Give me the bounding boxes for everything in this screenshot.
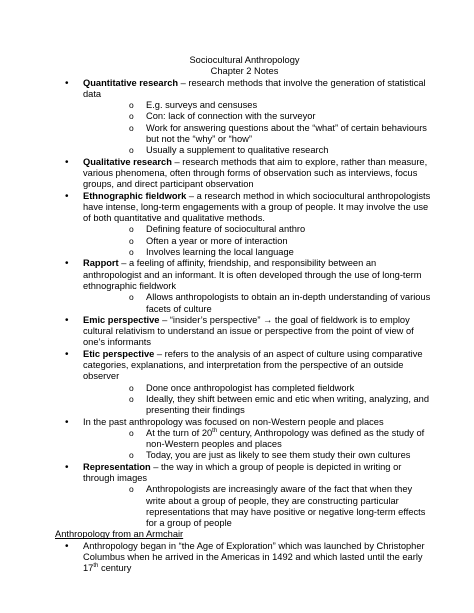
- list-item: o Defining feature of sociocultural anthro: [83, 224, 434, 235]
- term-emic: Emic perspective: [83, 314, 160, 325]
- list-item: o Ideally, they shift between emic and etic when writing, analyzing, and presenting their findings: [83, 394, 434, 417]
- past-sub1-pre: At the turn of 20: [146, 427, 213, 438]
- section-heading-armchair: Anthropology from an Armchair: [55, 529, 184, 540]
- list-item: o Allows anthropologists to obtain an in-depth understanding of various facets of culture: [83, 292, 434, 315]
- armchair-list: [55, 541, 434, 575]
- list-item: o Often a year or more of interaction: [83, 236, 434, 247]
- definition-quantitative: – research methods that involve the generation of statistical data: [83, 77, 426, 99]
- term-representation: Representation: [83, 461, 151, 472]
- list-item: o Anthropologists are increasingly aware of the fact that when they write about a group of people, they are constructing particular representations that may have positive or negative long-term effects for a group of people: [83, 484, 434, 529]
- armchair-post: century: [98, 563, 132, 574]
- list-item-quantitative: [55, 78, 434, 157]
- list-item: o Con: lack of connection with the surveyor: [83, 111, 434, 122]
- document-subtitle: Chapter 2 Notes: [210, 66, 279, 77]
- definition-emic: – “insider’s perspective” → the goal of fieldwork is to employ cultural relativism to understand an issue or perspective from the point of view of one’s informants: [83, 314, 414, 348]
- list-item-rapport: [55, 258, 434, 314]
- term-quantitative: Quantitative research: [83, 77, 179, 88]
- list-item-qualitative: [55, 157, 434, 191]
- term-qualitative: Qualitative research: [83, 156, 172, 167]
- sublist-rapport: [83, 292, 434, 315]
- past-sub1-post: century, Anthropology was defined as the study of non-Western peoples and places: [146, 427, 425, 450]
- term-rapport: Rapport: [83, 258, 119, 269]
- list-item: o Work for answering questions about the “what” of certain behaviours but not the “why” or “how”: [83, 123, 434, 146]
- list-item: o Usually a supplement to qualitative research: [83, 145, 434, 156]
- sublist-quantitative: [83, 100, 434, 156]
- list-item-armchair: [55, 541, 434, 575]
- list-item: o Involves learning the local language: [83, 247, 434, 258]
- superscript: th: [93, 563, 99, 570]
- notes-list: [55, 78, 434, 530]
- list-item-emic: [55, 315, 434, 349]
- past-text: In the past anthropology was focused on non-Western people and places: [83, 416, 384, 427]
- list-item-representation: [55, 462, 434, 530]
- list-item: o E.g. surveys and censuses: [83, 100, 434, 111]
- list-item: o Done once anthropologist has completed fieldwork: [83, 383, 434, 394]
- document-title: Sociocultural Anthropology: [189, 55, 300, 65]
- list-item-past: [55, 417, 434, 462]
- term-ethnographic: Ethnographic fieldwork: [83, 190, 187, 201]
- list-item-etic: [55, 349, 434, 417]
- term-etic: Etic perspective: [83, 348, 155, 359]
- armchair-pre: Anthropology began in “the Age of Exploration” which was launched by Christopher Columbus when he arrived in the Americas in 1492 and which lasted until the early 17: [83, 540, 425, 574]
- sublist-representation: [83, 484, 434, 529]
- sublist-past: [83, 428, 434, 462]
- sublist-etic: [83, 383, 434, 417]
- definition-etic: – refers to the analysis of an aspect of culture using comparative categories, explanations, and interpretation from the perspective of an outside observer: [83, 348, 423, 382]
- list-item: [83, 428, 434, 451]
- list-item-ethnographic: [55, 191, 434, 259]
- definition-ethnographic: – a research method in which sociocultural anthropologists have intense, long-term engagements with a group of people. It may involve the use of both quantitative and qualitative methods.: [83, 190, 431, 224]
- superscript: th: [212, 427, 218, 434]
- definition-rapport: – a feeling of affinity, friendship, and responsibility between an anthropologist and an informant. It is often developed through the use of long-term ethnographic fieldwork: [83, 258, 422, 291]
- sublist-ethnographic: [83, 224, 434, 258]
- definition-representation: – the way in which a group of people is depicted in writing or through images: [83, 461, 402, 483]
- definition-qualitative: – research methods that aim to explore, rather than measure, various phenomena, often through forms of observation such as interviews, focus groups, and direct participant observation: [83, 156, 428, 190]
- list-item: o Today, you are just as likely to see them study their own cultures: [83, 450, 434, 461]
